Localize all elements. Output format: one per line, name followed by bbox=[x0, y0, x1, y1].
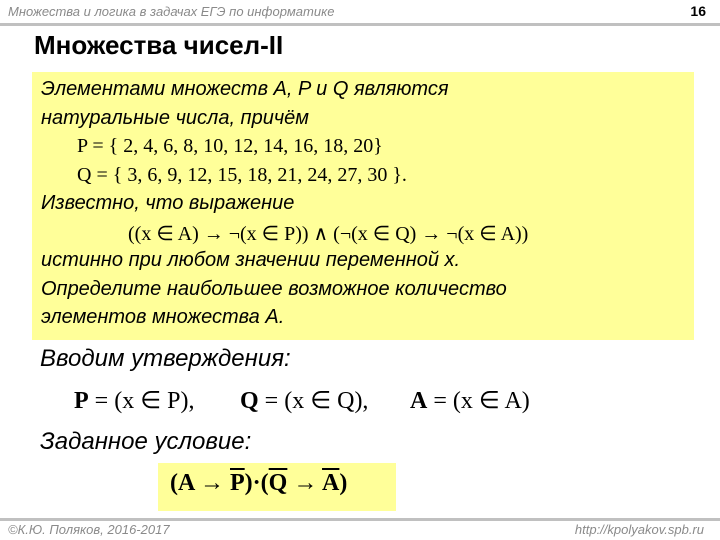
formula-close: ) bbox=[339, 470, 348, 496]
problem-line-5: Известно, что выражение bbox=[41, 192, 295, 214]
header-divider bbox=[0, 23, 720, 26]
page-number: 16 bbox=[690, 3, 706, 19]
formula-not-p: $\overline{P}$ bbox=[230, 470, 245, 496]
statement-q-def: = (x ∈ Q), bbox=[258, 388, 369, 414]
condition-heading: Заданное условие: bbox=[40, 428, 252, 455]
set-p-definition: P = { 2, 4, 6, 8, 10, 12, 14, 16, 18, 20} bbox=[77, 135, 383, 157]
footer-divider bbox=[0, 518, 720, 521]
statement-p-def: = (x ∈ P), bbox=[88, 388, 195, 414]
slide-title: Множества чисел-II bbox=[34, 30, 284, 60]
slide-header bbox=[0, 0, 720, 25]
problem-line-9: элементов множества A. bbox=[41, 306, 285, 328]
statement-p bbox=[74, 386, 194, 415]
footer-url[interactable]: http://kpolyakov.spb.ru bbox=[574, 522, 704, 537]
statement-q-name: Q bbox=[240, 388, 259, 414]
problem-line-1: Элементами множеств A, P и Q являются bbox=[41, 78, 449, 100]
formula-not-q: $\overline{Q}$ bbox=[268, 470, 288, 496]
footer-copyright: ©К.Ю. Поляков, 2016-2017 bbox=[8, 522, 170, 537]
header-title: Множества и логика в задачах ЕГЭ по информатике bbox=[8, 4, 335, 19]
statement-a-name: A bbox=[410, 388, 428, 414]
condition-formula-box bbox=[158, 463, 396, 511]
problem-box bbox=[32, 72, 694, 340]
formula-open: (A → bbox=[170, 470, 230, 496]
problem-line-2: натуральные числа, причём bbox=[41, 107, 309, 129]
formula-and: )·( bbox=[244, 470, 269, 496]
statement-a bbox=[410, 386, 530, 415]
problem-line-7: истинно при любом значении переменной x. bbox=[41, 249, 461, 271]
problem-line-8: Определите наибольшее возможное количество bbox=[41, 278, 507, 300]
statement-p-name: P bbox=[74, 388, 89, 414]
formula-not-a: $\overline{A}$ bbox=[322, 470, 340, 496]
statement-q bbox=[240, 386, 368, 415]
formula-implication: → bbox=[287, 470, 323, 496]
condition-formula bbox=[170, 470, 347, 497]
statement-a-def: = (x ∈ A) bbox=[427, 388, 530, 414]
set-q-definition: Q = { 3, 6, 9, 12, 15, 18, 21, 24, 27, 30 }. bbox=[77, 164, 407, 186]
logic-expression: ((x ∈ A) → ¬(x ∈ P)) ∧ (¬(x ∈ Q) → ¬(x ∈ A)) bbox=[128, 223, 529, 245]
statements-heading: Вводим утверждения: bbox=[40, 345, 291, 372]
